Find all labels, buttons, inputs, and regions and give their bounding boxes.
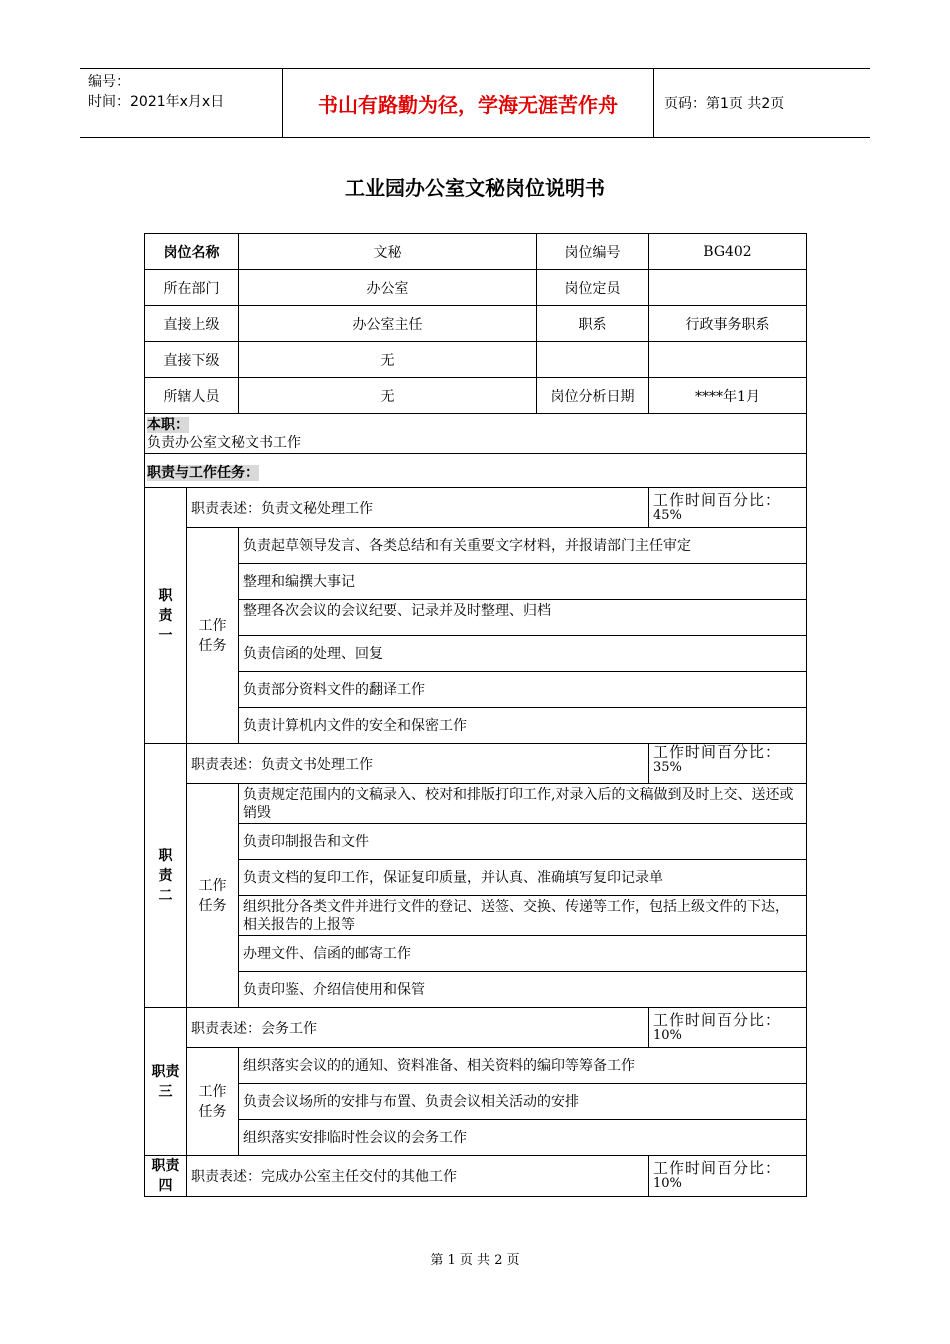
task-row (145, 600, 807, 636)
task-item: 负责起草领导发言、各类总结和有关重要文字材料，并报请部门主任审定 (239, 528, 807, 564)
field-label: 所辖人员 (145, 378, 239, 414)
basic-duty-text: 负责办公室文秘文书工作 (147, 434, 301, 451)
task-item: 负责计算机内文件的安全和保密工作 (239, 708, 807, 744)
task-item: 整理各次会议的会议纪要、记录并及时整理、归档 (239, 600, 807, 636)
field-value: 无 (239, 342, 537, 378)
duty-label: 职责三 (145, 1008, 187, 1156)
doc-date-label: 时间：2021年x月x日 (88, 94, 225, 110)
time-percentage-value: 10% (653, 1176, 682, 1191)
task-item: 负责印鉴、介绍信使用和保管 (239, 972, 807, 1008)
task-item: 组织批分各类文件并进行文件的登记、送签、交换、传递等工作，包括上级文件的下达，相关报告的上报等 (239, 896, 807, 936)
field-label: 所在部门 (145, 270, 239, 306)
task-item: 整理和编撰大事记 (239, 564, 807, 600)
duty-description: 职责表述：负责文秘处理工作 (187, 488, 649, 528)
field-label: 直接上级 (145, 306, 239, 342)
page-footer: 第 1 页 共 2 页 (430, 1253, 520, 1268)
duty-row (145, 1156, 807, 1197)
duty-description: 职责表述：负责文书处理工作 (187, 744, 649, 784)
header-meta (80, 69, 282, 137)
task-item: 组织落实会议的的通知、资料准备、相关资料的编印等筹备工作 (239, 1048, 807, 1084)
time-percentage (649, 1156, 807, 1197)
header-page-number: 页码：第1页 共2页 (664, 96, 785, 112)
info-row (145, 270, 807, 306)
field-value (649, 342, 807, 378)
time-percentage (649, 488, 807, 528)
task-item: 负责会议场所的安排与布置、负责会议相关活动的安排 (239, 1084, 807, 1120)
time-percentage-label: 工作时间百分比： (653, 1010, 782, 1029)
duty-row (145, 488, 807, 528)
work-tasks-label: 工作任务 (187, 784, 239, 1008)
time-percentage (649, 744, 807, 784)
time-percentage-label: 工作时间百分比： (653, 743, 782, 761)
field-label: 直接下级 (145, 342, 239, 378)
basic-duty-cell (145, 414, 807, 454)
info-row (145, 234, 807, 270)
field-label: 岗位定员 (537, 270, 649, 306)
task-row (145, 1084, 807, 1120)
duties-header-row (145, 454, 807, 488)
task-item: 组织落实安排临时性会议的会务工作 (239, 1120, 807, 1156)
document-title: 工业园办公室文秘岗位说明书 (345, 176, 605, 200)
job-description-table (144, 233, 807, 1197)
time-percentage (649, 1008, 807, 1048)
work-tasks-label: 工作任务 (187, 528, 239, 744)
duty-row (145, 1008, 807, 1048)
task-row (145, 936, 807, 972)
task-item: 负责部分资料文件的翻译工作 (239, 672, 807, 708)
field-label (537, 342, 649, 378)
field-label: 岗位名称 (145, 234, 239, 270)
field-value: 行政事务职系 (649, 306, 807, 342)
field-value: ****年1月 (649, 378, 807, 414)
info-row (145, 306, 807, 342)
task-item: 负责信函的处理、回复 (239, 636, 807, 672)
duty-description: 职责表述：会务工作 (187, 1008, 649, 1048)
duties-body (145, 488, 807, 1197)
task-row (145, 564, 807, 600)
task-row (145, 896, 807, 936)
basic-duty-label: 本职： (147, 416, 189, 433)
task-item: 办理文件、信函的邮寄工作 (239, 936, 807, 972)
field-label: 岗位编号 (537, 234, 649, 270)
time-percentage-label: 工作时间百分比： (653, 490, 782, 509)
field-label: 职系 (537, 306, 649, 342)
doc-number-label: 编号： (88, 74, 130, 90)
time-percentage-value: 45% (653, 507, 682, 523)
field-value (649, 270, 807, 306)
duty-description: 职责表述：完成办公室主任交付的其他工作 (187, 1156, 649, 1197)
task-row (145, 784, 807, 824)
field-value: BG402 (649, 234, 807, 270)
duty-label: 职责二 (145, 744, 187, 1008)
field-value: 办公室 (239, 270, 537, 306)
work-tasks-label: 工作任务 (187, 1048, 239, 1156)
field-label: 岗位分析日期 (537, 378, 649, 414)
task-row (145, 1120, 807, 1156)
duty-label: 职责四 (145, 1156, 187, 1197)
task-row (145, 708, 807, 744)
info-row (145, 378, 807, 414)
duties-header-cell: 职责与工作任务： (145, 454, 807, 488)
task-item: 负责印制报告和文件 (239, 824, 807, 860)
info-row (145, 342, 807, 378)
basic-duty-row (145, 414, 807, 454)
task-row (145, 528, 807, 564)
page-header (80, 68, 870, 138)
header-motto: 书山有路勤为径，学海无涯苦作舟 (282, 69, 654, 137)
field-value: 文秘 (239, 234, 537, 270)
task-row (145, 972, 807, 1008)
duty-row (145, 744, 807, 784)
task-row (145, 1048, 807, 1084)
task-row (145, 672, 807, 708)
duty-label: 职责一 (145, 488, 187, 744)
task-row (145, 636, 807, 672)
task-row (145, 824, 807, 860)
field-value: 办公室主任 (239, 306, 537, 342)
field-value: 无 (239, 378, 537, 414)
task-item: 负责文档的复印工作，保证复印质量，并认真、准确填写复印记录单 (239, 860, 807, 896)
task-item: 负责规定范围内的文稿录入、校对和排版打印工作,对录入后的文稿做到及时上交、送还或销毁 (239, 784, 807, 824)
time-percentage-value: 10% (653, 1027, 682, 1043)
time-percentage-value: 35% (653, 760, 682, 775)
time-percentage-label: 工作时间百分比： (653, 1159, 782, 1177)
task-row (145, 860, 807, 896)
